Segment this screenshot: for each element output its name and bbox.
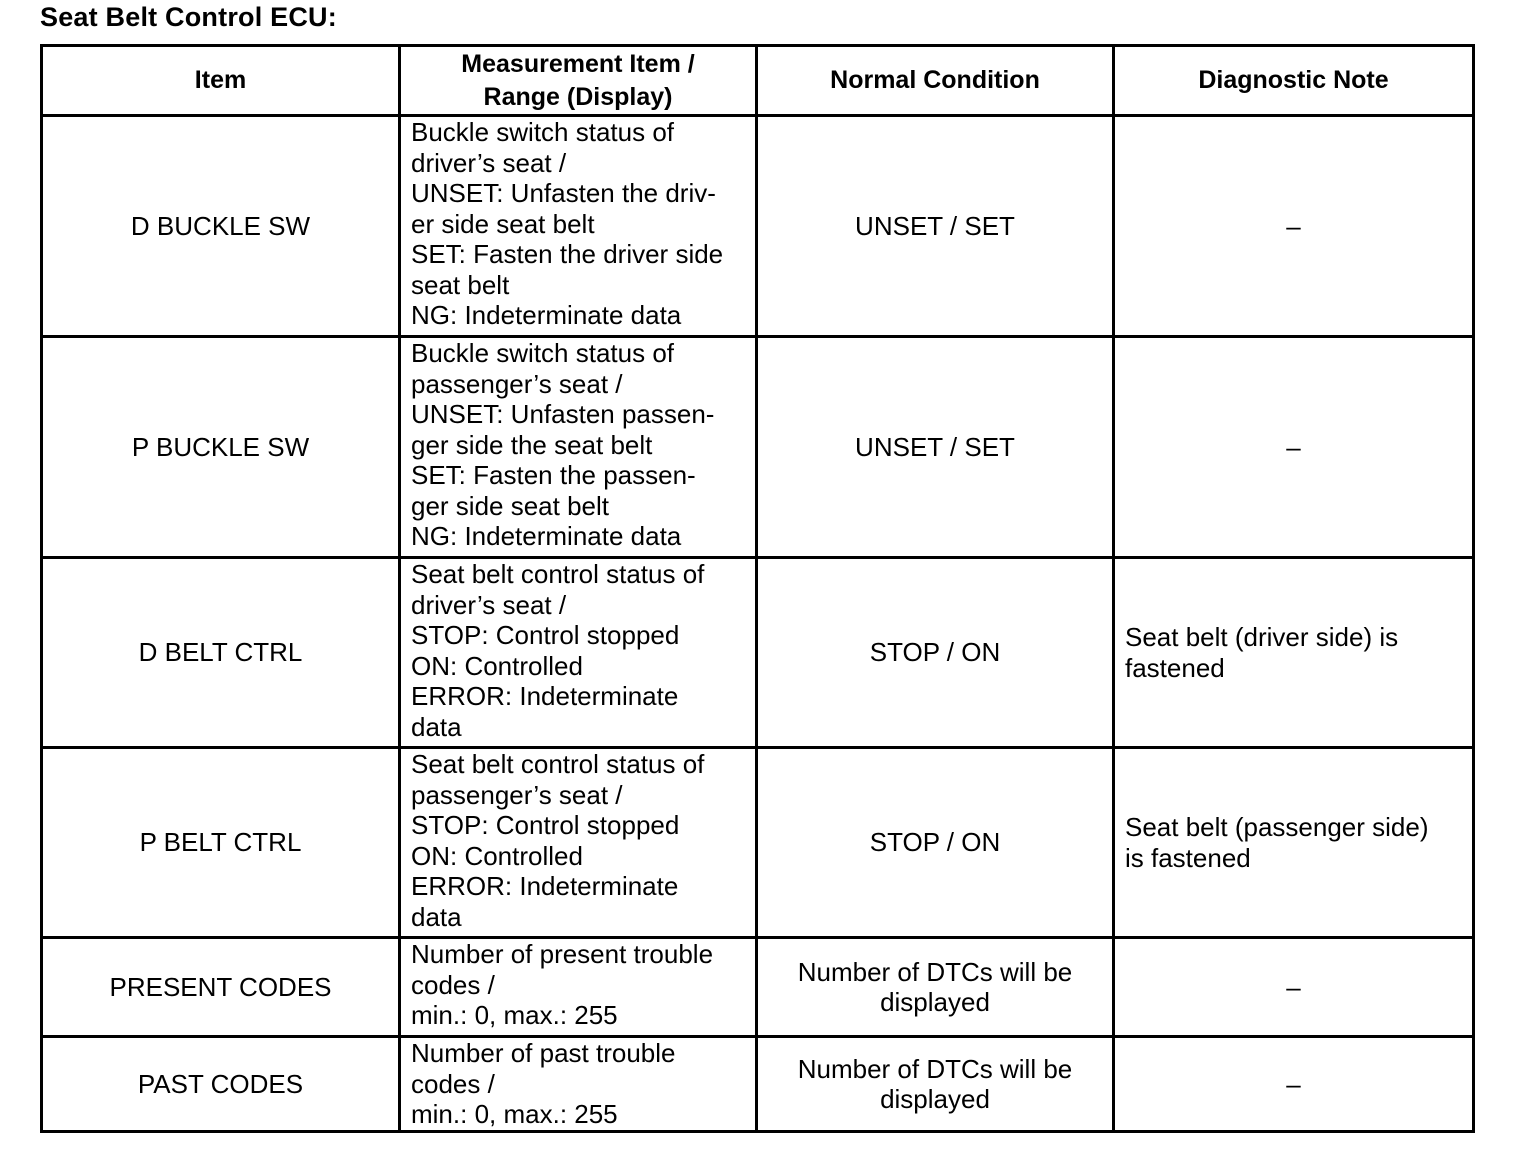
range-line: data <box>411 901 462 932</box>
item-cell: PAST CODES <box>42 1037 400 1132</box>
note-line: Seat belt (driver side) is <box>1125 622 1399 652</box>
range-line: STOP: Control stopped <box>411 620 680 650</box>
item-cell: P BELT CTRL <box>42 748 400 938</box>
range-line: Buckle switch status of <box>411 338 674 368</box>
range-line: codes / <box>411 969 495 1000</box>
range-cell <box>400 1037 757 1132</box>
range-line: data <box>411 711 462 742</box>
note-line: – <box>1286 971 1301 1002</box>
range-line: NG: Indeterminate data <box>411 521 682 551</box>
table-row <box>42 748 1474 938</box>
range-line: min.: 0, max.: 255 <box>411 1000 618 1030</box>
range-line: passenger’s seat / <box>411 779 623 810</box>
range-line: SET: Fasten the driver side <box>411 239 724 269</box>
diagnostic-note-cell <box>1114 748 1474 938</box>
range-line: driver’s seat / <box>411 147 567 178</box>
note-line: Seat belt (passenger side) <box>1125 812 1429 842</box>
item-cell: D BUCKLE SW <box>42 116 400 337</box>
diagnostic-note-cell <box>1114 337 1474 558</box>
note-line: is fastened <box>1125 842 1251 873</box>
header-normal-condition: Normal Condition <box>757 46 1114 116</box>
range-line: ON: Controlled <box>411 840 583 871</box>
diagnostic-note-cell <box>1114 938 1474 1037</box>
table-row <box>42 1037 1474 1132</box>
range-line: er side seat belt <box>411 208 595 239</box>
header-item: Item <box>42 46 400 116</box>
range-line: Buckle switch status of <box>411 117 674 147</box>
table-row <box>42 337 1474 558</box>
range-line: min.: 0, max.: 255 <box>411 1099 618 1129</box>
range-cell <box>400 337 757 558</box>
normal-condition-cell: UNSET / SET <box>757 337 1114 558</box>
header-range-line: Range (Display) <box>483 82 673 111</box>
range-line: seat belt <box>411 269 510 300</box>
normal-condition-cell <box>757 1037 1114 1132</box>
header-diagnostic-note: Diagnostic Note <box>1114 46 1474 116</box>
range-line: ERROR: Indeterminate <box>411 681 679 711</box>
range-line: Seat belt control status of <box>411 559 705 589</box>
range-line: ger side seat belt <box>411 490 610 521</box>
note-line: – <box>1286 1068 1301 1099</box>
range-line: passenger’s seat / <box>411 368 623 399</box>
normal-condition-cell: UNSET / SET <box>757 116 1114 337</box>
range-line: NG: Indeterminate data <box>411 300 682 330</box>
table-row <box>42 938 1474 1037</box>
range-line: ON: Controlled <box>411 650 583 681</box>
diagnostic-note-cell <box>1114 116 1474 337</box>
document-title: Seat Belt Control ECU: <box>40 2 337 32</box>
range-line: ger side the seat belt <box>411 429 653 460</box>
header-range <box>400 46 757 116</box>
range-line: Number of past trouble <box>411 1038 676 1068</box>
header-range-line: Measurement Item / <box>461 49 695 78</box>
range-line: codes / <box>411 1068 495 1099</box>
range-line: Seat belt control status of <box>411 749 705 779</box>
range-line: ERROR: Indeterminate <box>411 871 679 901</box>
item-cell: D BELT CTRL <box>42 558 400 748</box>
diagnostic-note-cell <box>1114 558 1474 748</box>
range-cell <box>400 558 757 748</box>
table-row <box>42 116 1474 337</box>
seat-belt-ecu-table <box>40 44 1475 1133</box>
range-cell <box>400 748 757 938</box>
range-line: SET: Fasten the passen- <box>411 460 696 490</box>
normal-condition-cell <box>757 938 1114 1037</box>
range-line: UNSET: Unfasten the driv- <box>411 178 716 208</box>
diagnostic-note-cell <box>1114 1037 1474 1132</box>
normal-condition-cell: STOP / ON <box>757 748 1114 938</box>
note-line: fastened <box>1125 652 1225 683</box>
range-cell <box>400 938 757 1037</box>
table-row <box>42 558 1474 748</box>
note-line: – <box>1286 210 1301 241</box>
normal-line: displayed <box>880 987 990 1017</box>
table-header-row <box>42 46 1474 116</box>
range-line: UNSET: Unfasten passen- <box>411 399 715 429</box>
range-line: STOP: Control stopped <box>411 810 680 840</box>
note-line: – <box>1286 431 1301 462</box>
normal-line: Number of DTCs will be <box>797 956 1073 987</box>
normal-condition-cell: STOP / ON <box>757 558 1114 748</box>
range-line: Number of present trouble <box>411 939 714 969</box>
normal-line: displayed <box>880 1084 990 1114</box>
normal-line: Number of DTCs will be <box>797 1053 1073 1084</box>
item-cell: PRESENT CODES <box>42 938 400 1037</box>
range-cell <box>400 116 757 337</box>
range-line: driver’s seat / <box>411 589 567 620</box>
item-cell: P BUCKLE SW <box>42 337 400 558</box>
